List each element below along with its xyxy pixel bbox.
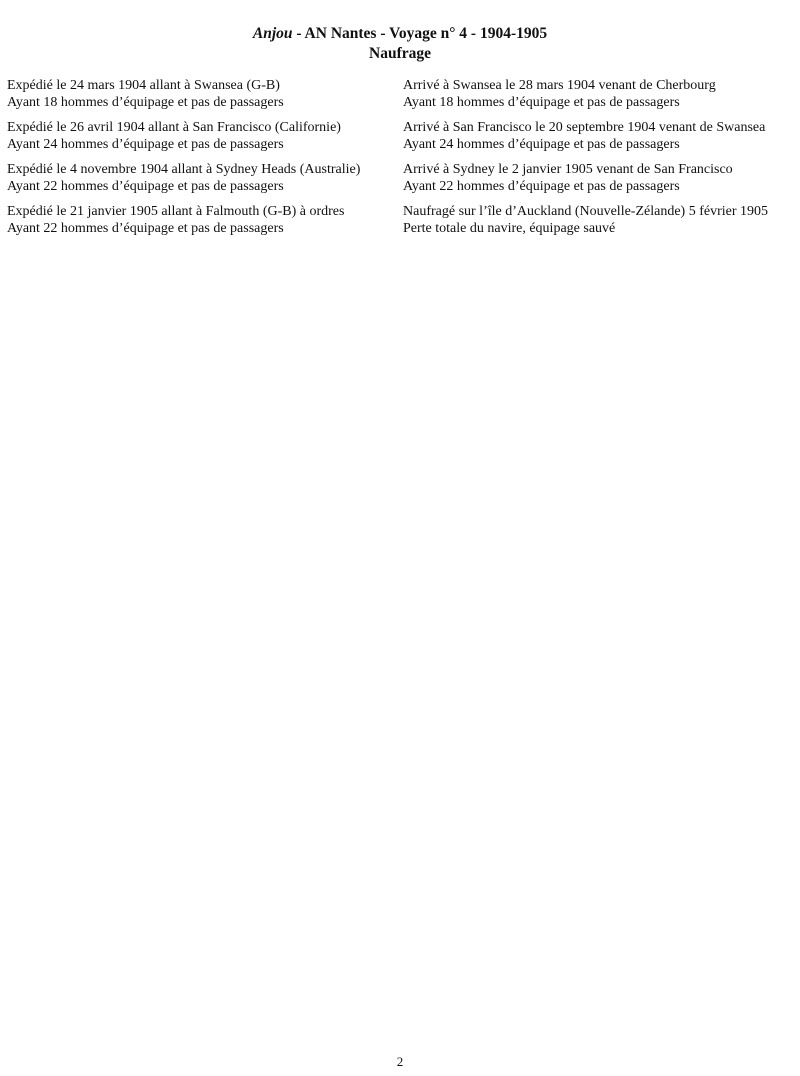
- departure-line: Expédié le 26 avril 1904 allant à San Francisco (Californie): [7, 120, 341, 135]
- arrival-line: Arrivé à Sydney le 2 janvier 1905 venant de San Francisco: [403, 162, 733, 177]
- title-rest: - AN Nantes - Voyage n° 4 - 1904-1905: [292, 25, 548, 42]
- entry-row: [7, 120, 793, 153]
- page-number: 2: [396, 1054, 404, 1069]
- arrival-entry: [403, 78, 793, 111]
- crew-line: Ayant 18 hommes d’équipage et pas de passagers: [7, 94, 284, 110]
- departure-entry: [7, 120, 403, 153]
- shipwreck-entry: [403, 204, 793, 237]
- shipwreck-line: Naufragé sur l’île d’Auckland (Nouvelle-Zélande) 5 février 1905: [403, 204, 769, 219]
- arrival-line: Arrivé à Swansea le 28 mars 1904 venant de Cherbourg: [403, 78, 716, 93]
- departure-entry: [7, 204, 403, 237]
- departure-entry: [7, 162, 403, 195]
- voyage-entries: [7, 78, 793, 246]
- arrival-line: Arrivé à San Francisco le 20 septembre 1904 venant de Swansea: [403, 120, 766, 135]
- crew-line: Ayant 24 hommes d’équipage et pas de passagers: [7, 136, 284, 152]
- entry-row: [7, 78, 793, 111]
- arrival-entry: [403, 162, 793, 195]
- loss-line: Perte totale du navire, équipage sauvé: [403, 220, 616, 236]
- crew-line: Ayant 22 hommes d’équipage et pas de passagers: [7, 220, 284, 236]
- crew-line: Ayant 22 hommes d’équipage et pas de passagers: [7, 178, 284, 194]
- entry-row: [7, 162, 793, 195]
- page-title: [0, 24, 800, 44]
- departure-line: Expédié le 24 mars 1904 allant à Swansea (G-B): [7, 78, 280, 93]
- crew-line: Ayant 24 hommes d’équipage et pas de passagers: [403, 136, 680, 152]
- page-header: [0, 24, 800, 64]
- entry-row: [7, 204, 793, 237]
- departure-line: Expédié le 21 janvier 1905 allant à Falmouth (G-B) à ordres: [7, 204, 345, 219]
- crew-line: Ayant 18 hommes d’équipage et pas de passagers: [403, 94, 680, 110]
- ship-name: Anjou: [252, 25, 293, 42]
- page-subtitle: Naufrage: [369, 45, 431, 62]
- departure-line: Expédié le 4 novembre 1904 allant à Sydney Heads (Australie): [7, 162, 361, 177]
- arrival-entry: [403, 120, 793, 153]
- departure-entry: [7, 78, 403, 111]
- crew-line: Ayant 22 hommes d’équipage et pas de passagers: [403, 178, 680, 194]
